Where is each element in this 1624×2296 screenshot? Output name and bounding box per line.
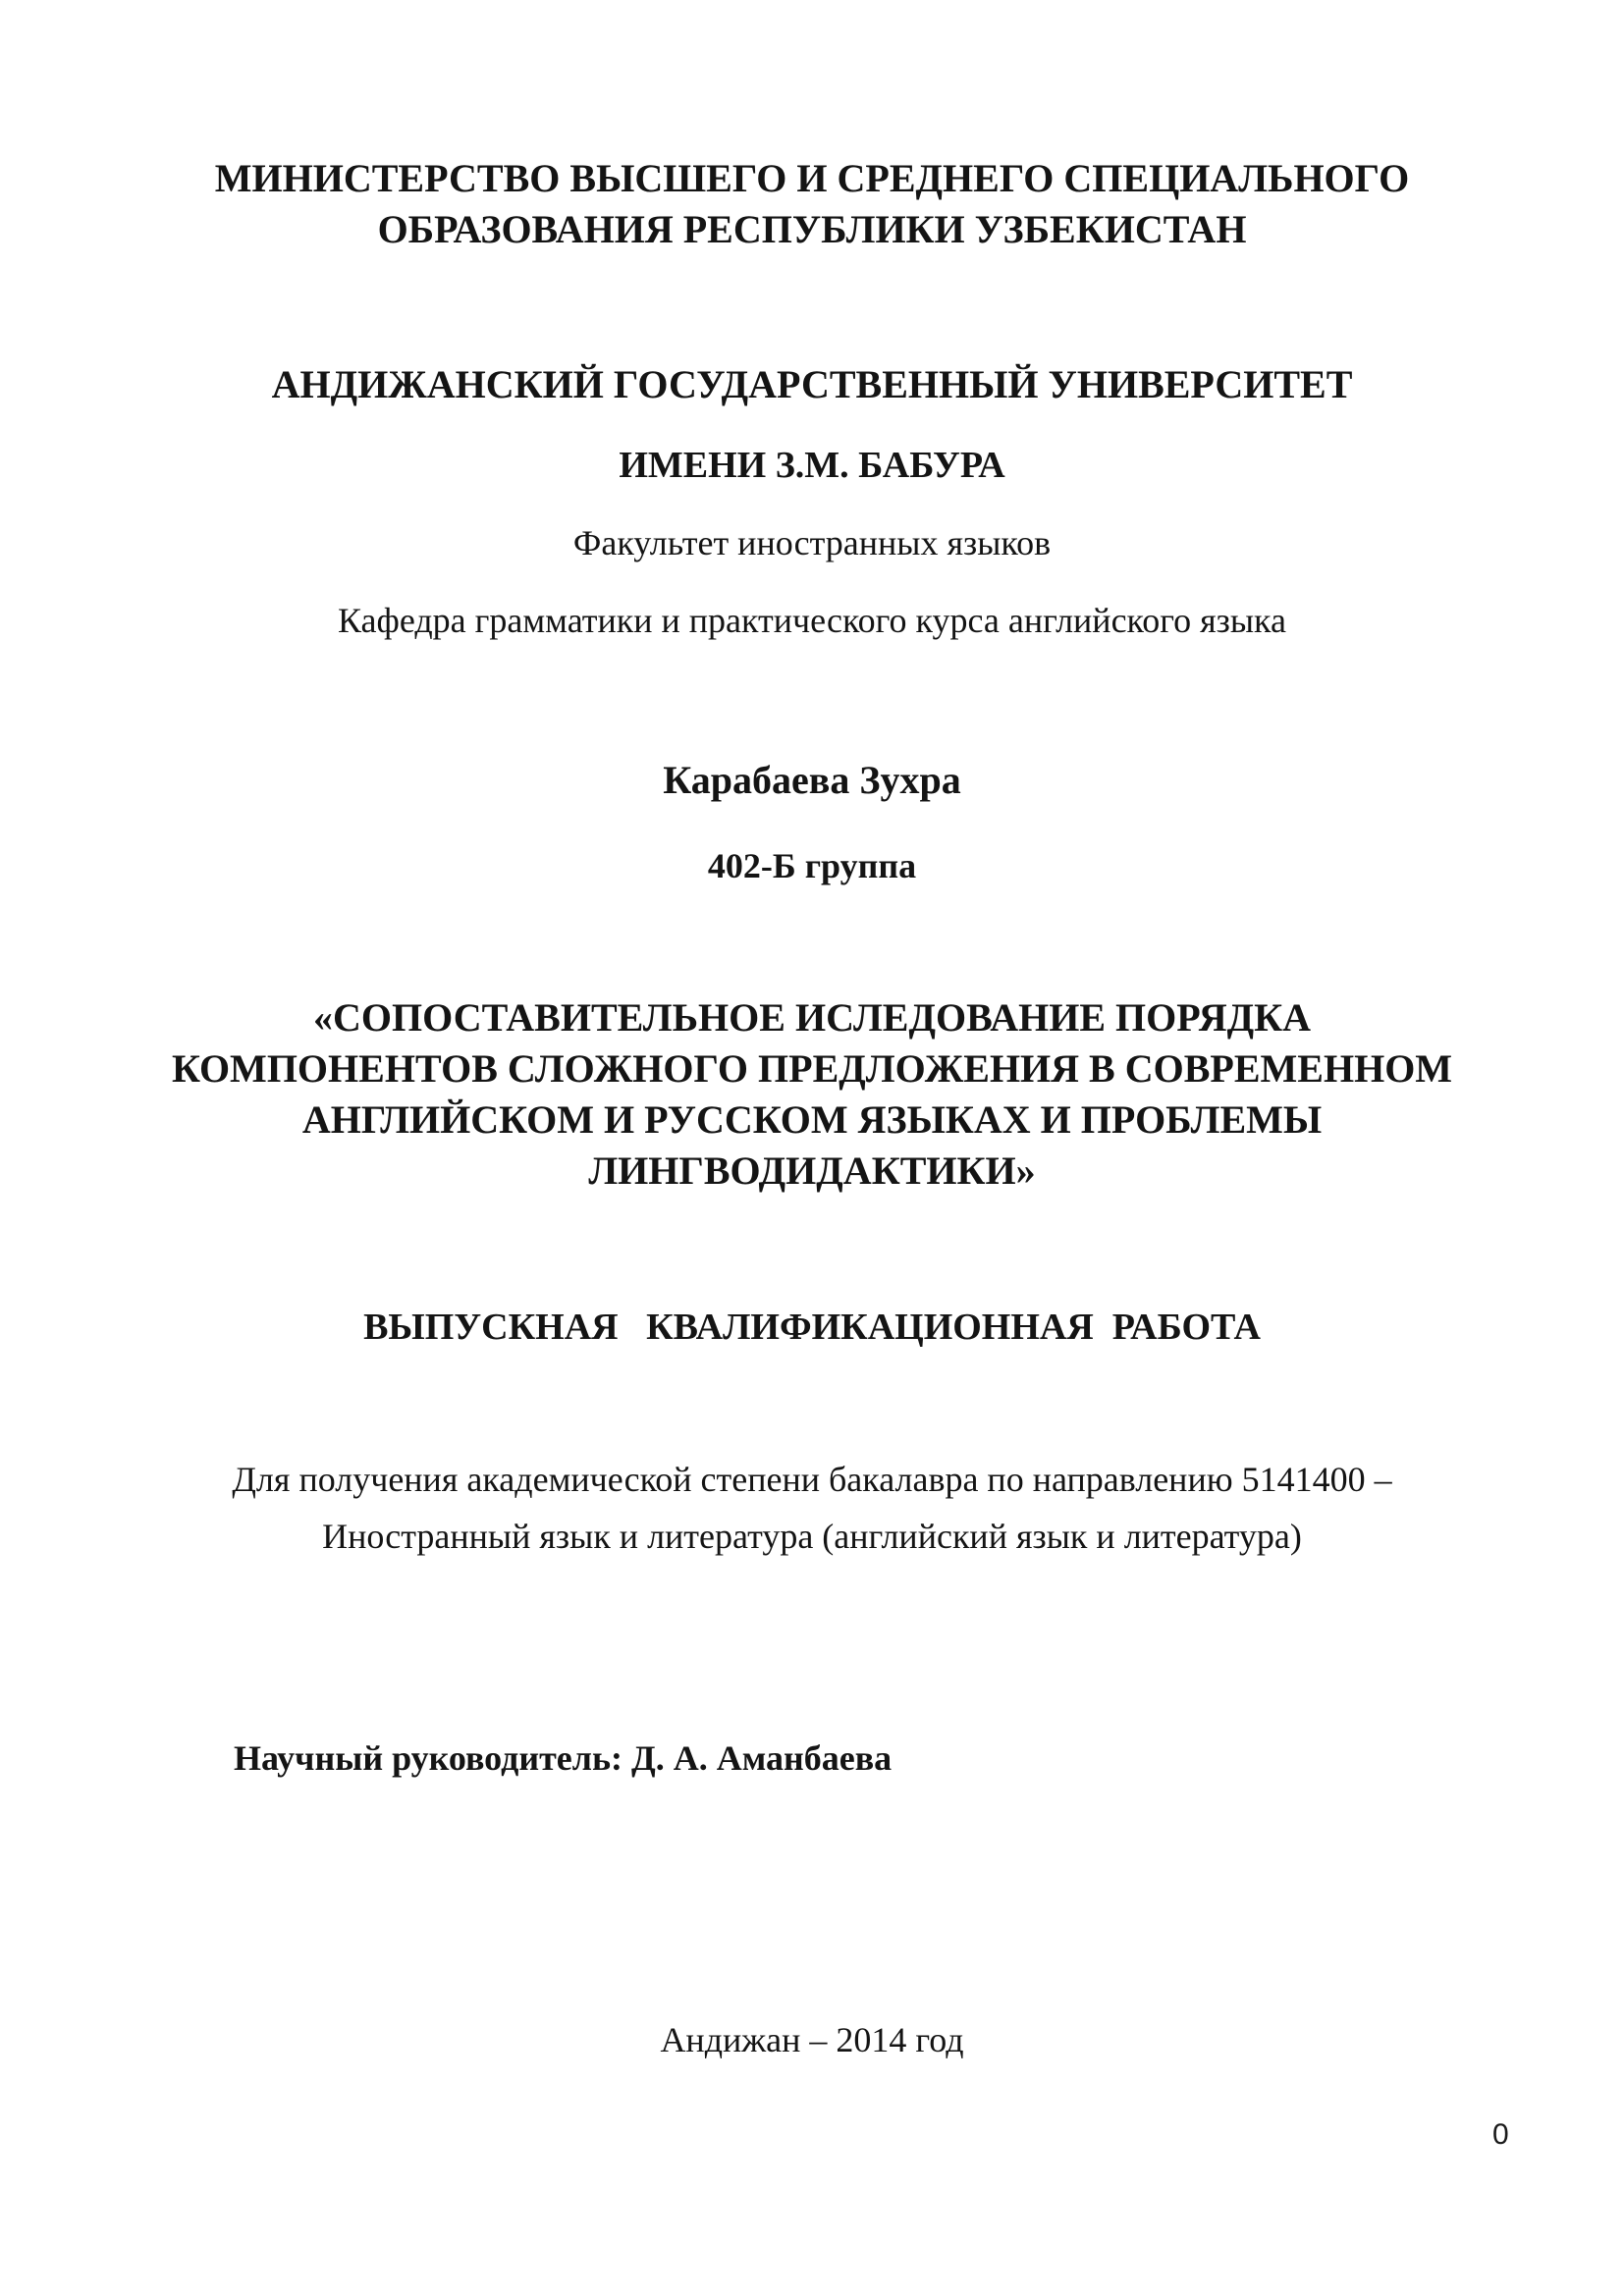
place-and-year: Андижан – 2014 год	[660, 2020, 964, 2059]
ministry-line-2: ОБРАЗОВАНИЯ РЕСПУБЛИКИ УЗБЕКИСТАН	[377, 207, 1247, 251]
faculty-name: Факультет иностранных языков	[572, 523, 1052, 562]
thesis-title-line-2: КОМПОНЕНТОВ СЛОЖНОГО ПРЕДЛОЖЕНИЯ В СОВРЕМЕННОМ	[171, 1046, 1453, 1091]
department-name: Кафедра грамматики и практического курса английского языка	[338, 601, 1286, 640]
author-group: 402-Б группа	[707, 846, 917, 885]
thesis-title-line-4: ЛИНГВОДИДАКТИКИ»	[588, 1148, 1036, 1193]
author-name: Карабаева Зухра	[663, 758, 961, 802]
ministry-line-1: МИНИСТЕРСТВО ВЫСШЕГО И СРЕДНЕГО СПЕЦИАЛЬНОГО	[214, 156, 1410, 200]
thesis-title-line-3: АНГЛИЙСКОМ И РУССКОМ ЯЗЫКАХ И ПРОБЛЕМЫ	[301, 1097, 1323, 1142]
page-number: 0	[1492, 2118, 1509, 2151]
university-name: АНДИЖАНСКИЙ ГОСУДАРСТВЕННЫЙ УНИВЕРСИТЕТ	[271, 362, 1353, 406]
university-named-after: ИМЕНИ З.М. БАБУРА	[619, 445, 1005, 486]
degree-purpose-line-2: Иностранный язык и литература (английский язык и литература)	[322, 1517, 1302, 1556]
thesis-title-line-1: «СОПОСТАВИТЕЛЬНОЕ ИСЛЕДОВАНИЕ ПОРЯДКА	[313, 995, 1311, 1040]
work-type: ВЫПУСКНАЯ КВАЛИФИКАЦИОННАЯ РАБОТА	[363, 1307, 1261, 1348]
supervisor: Научный руководитель: Д. А. Аманбаева	[234, 1738, 893, 1778]
degree-purpose-line-1: Для получения академической степени бакалавра по направлению 5141400 –	[232, 1460, 1392, 1499]
